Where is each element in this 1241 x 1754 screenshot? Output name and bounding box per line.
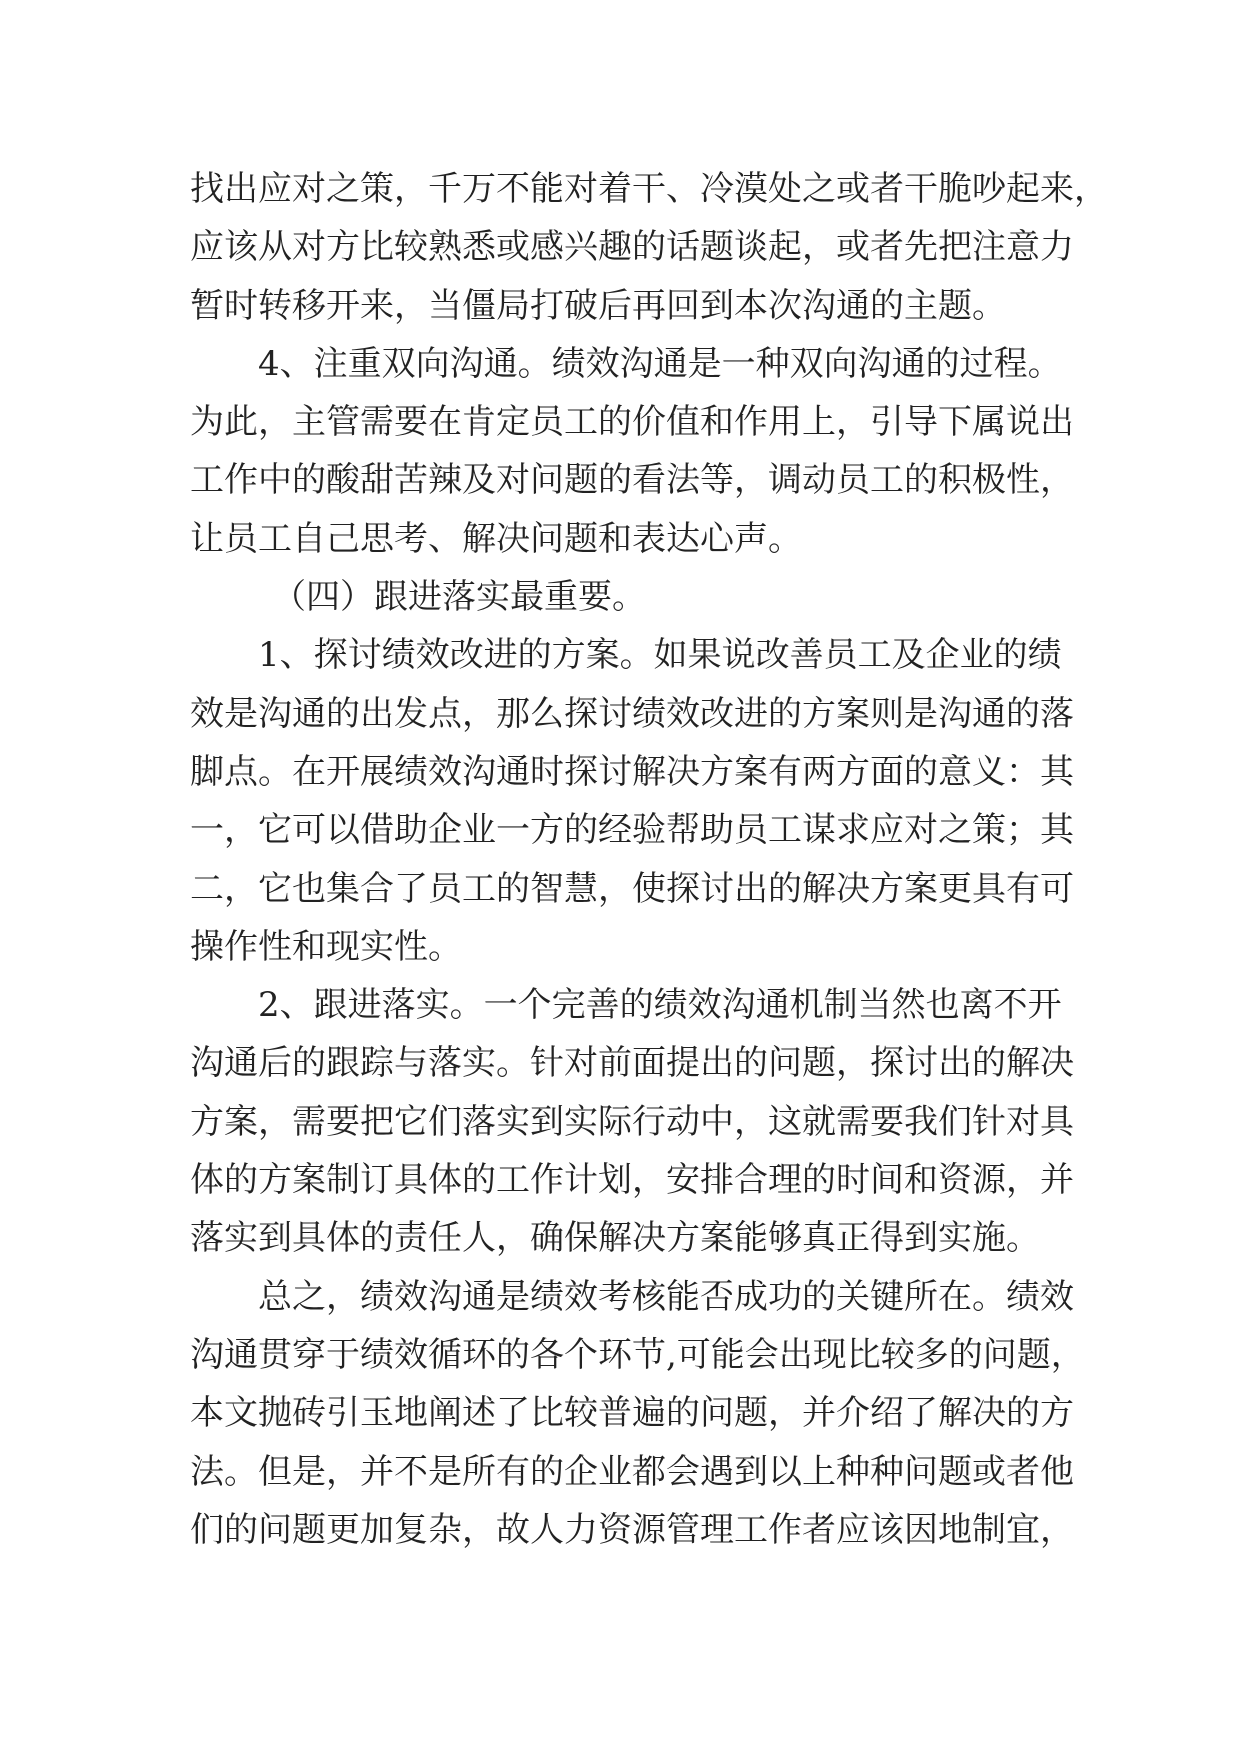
text-line: 们的问题更加复杂，故人力资源管理工作者应该因地制宜， bbox=[190, 1509, 1074, 1550]
text-line: 二，它也集合了员工的智慧，使探讨出的解决方案更具有可 bbox=[190, 868, 1074, 909]
text-line: 效是沟通的出发点，那么探讨绩效改进的方案则是沟通的落 bbox=[190, 693, 1074, 734]
section-heading: （四）跟进落实最重要。 bbox=[272, 577, 646, 618]
text-line: 找出应对之策，千万不能对着干、冷漠处之或者干脆吵起来， bbox=[190, 169, 1108, 209]
text-line: 让员工自己思考、解决问题和表达心声。 bbox=[190, 518, 802, 559]
text-line: 脚点。在开展绩效沟通时探讨解决方案有两方面的意义：其 bbox=[190, 751, 1074, 792]
text-line: 1、探讨绩效改进的方案。如果说改善员工及企业的绩 bbox=[258, 635, 1062, 676]
body-text bbox=[190, 160, 1108, 1559]
text-line: 工作中的酸甜苦辣及对问题的看法等，调动员工的积极性， bbox=[190, 460, 1074, 501]
text-line: 沟通后的跟踪与落实。针对前面提出的问题，探讨出的解决 bbox=[190, 1043, 1074, 1084]
text-line: 应该从对方比较熟悉或感兴趣的话题谈起，或者先把注意力 bbox=[190, 227, 1074, 268]
text-line: 法。但是，并不是所有的企业都会遇到以上种种问题或者他 bbox=[190, 1451, 1074, 1492]
text-line: 本文抛砖引玉地阐述了比较普遍的问题，并介绍了解决的方 bbox=[190, 1393, 1074, 1434]
text-line: 为此，主管需要在肯定员工的价值和作用上，引导下属说出 bbox=[190, 402, 1074, 443]
text-line: 操作性和现实性。 bbox=[190, 926, 462, 967]
text-line: 方案，需要把它们落实到实际行动中，这就需要我们针对具 bbox=[190, 1101, 1074, 1142]
text-line: 落实到具体的责任人，确保解决方案能够真正得到实施。 bbox=[190, 1218, 1040, 1259]
text-line: 暂时转移开来，当僵局打破后再回到本次沟通的主题。 bbox=[190, 285, 1006, 326]
text-line: 4、注重双向沟通。绩效沟通是一种双向沟通的过程。 bbox=[258, 343, 1062, 384]
text-line: 总之，绩效沟通是绩效考核能否成功的关键所在。绩效 bbox=[258, 1276, 1074, 1317]
text-line: 一，它可以借助企业一方的经验帮助员工谋求应对之策；其 bbox=[190, 810, 1074, 851]
text-line: 体的方案制订具体的工作计划，安排合理的时间和资源，并 bbox=[190, 1160, 1074, 1201]
text-line: 2、跟进落实。一个完善的绩效沟通机制当然也离不开 bbox=[258, 985, 1062, 1026]
text-line: 沟通贯穿于绩效循环的各个环节,可能会出现比较多的问题， bbox=[190, 1334, 1085, 1375]
